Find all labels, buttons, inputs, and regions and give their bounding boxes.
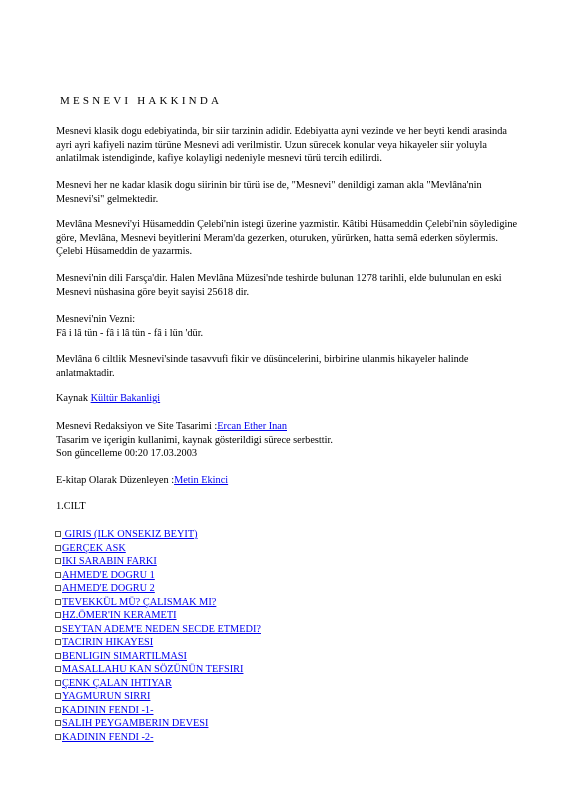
toc-link[interactable]: HZ.ÖMER'IN KERAMETI [62, 610, 177, 621]
bullet-icon [55, 626, 61, 632]
bullet-icon [55, 720, 61, 726]
source-label: Kaynak [56, 393, 89, 404]
toc-link[interactable]: GIRIS (ILK ONSEKIZ BEYIT) [62, 529, 198, 540]
vezin-text: Fâ i lâ tün - fâ i lâ tün - fâ i lün 'dür. [56, 327, 204, 339]
toc-item [55, 636, 261, 650]
toc-link[interactable]: BENLIGIN SIMARTILMASI [62, 650, 187, 662]
bullet-icon [55, 707, 61, 713]
rights-text: Tasarim ve içerigin kullanimi, kaynak gösterildigi sürece serbesttir. [56, 434, 333, 446]
bullet-icon [55, 545, 61, 551]
toc-link[interactable]: GERÇEK ASK [62, 542, 126, 554]
toc-link[interactable]: KADININ FENDI -2- [62, 731, 154, 743]
ebook-line [56, 474, 524, 488]
bullet-icon [55, 653, 61, 659]
volume-title: 1.CILT [56, 501, 86, 512]
bullet-icon [55, 612, 61, 618]
vezin-label: Mesnevi'nin Vezni: [56, 314, 136, 325]
source-link[interactable]: Kültür Bakanligi [90, 393, 161, 404]
toc-item [55, 555, 261, 569]
toc-item [55, 596, 261, 610]
toc-item [55, 528, 261, 542]
bullet-icon [55, 734, 61, 740]
toc-link[interactable]: SEYTAN ADEM'E NEDEN SECDE ETMEDI? [62, 623, 261, 635]
toc-link[interactable]: KADININ FENDI -1- [62, 704, 154, 716]
paragraph-content: Mevlâna 6 ciltlik Mesnevi'sinde tasavvufi fikir ve düsüncelerini, birbirine ulanmis hikayeler halinde anlatmaktadir. [56, 354, 469, 379]
toc-link[interactable]: TEVEKKÜL MÜ? ÇALISMAK MI? [62, 596, 217, 608]
toc-item [55, 569, 261, 583]
bullet-icon [55, 572, 61, 578]
credits-block [56, 420, 524, 461]
toc-item [55, 650, 261, 664]
toc-item [55, 704, 261, 718]
toc-item [55, 663, 261, 677]
ebook-editor-link[interactable]: Metin Ekinci [174, 475, 229, 486]
toc-item [55, 690, 261, 704]
bullet-icon [55, 666, 61, 672]
toc-item [55, 731, 261, 745]
bullet-icon [55, 599, 61, 605]
toc-item [55, 582, 261, 596]
paragraph-origin: Mevlâna Mesnevi'yi Hüsameddin Çelebi'nin istegi üzerine yazmistir. Kâtibi Hüsameddin Çelebi'nin söyledigine göre, Mevlâna, Mesnevi beyitlerini Meram'da gezerken, oturuken, yürürken, hatta semâ ederken söylermis. Çelebi Hüsameddin de yazarmis. [56, 219, 518, 257]
paragraph-intro: Mesnevi klasik dogu edebiyatinda, bir siir tarzinin adidir. Edebiyatta ayni vezinde ve her beyti kendi arasinda ayri ayri kafiyeli nazim türüne Mesnevi adi verilmistir. Uzun sürecek konular veya hikayeler siir yoluyla anlatilmak istendiginde, kafiye kolayligi nedeniyle mesnevi türü tercih edilirdi. [56, 126, 507, 164]
toc-link[interactable]: AHMED'E DOGRU 2 [62, 583, 155, 594]
toc-link[interactable]: AHMED'E DOGRU 1 [62, 569, 155, 581]
table-of-contents [55, 528, 261, 744]
bullet-icon [55, 693, 61, 699]
redaction-author-link[interactable]: Ercan Ether Inan [217, 421, 288, 432]
ebook-label: E-kitap Olarak Düzenleyen : [56, 475, 175, 486]
toc-link[interactable]: YAGMURUN SIRRI [62, 691, 151, 702]
toc-item [55, 677, 261, 691]
toc-item [55, 623, 261, 637]
source-line [56, 392, 524, 406]
last-updated: Son güncelleme 00:20 17.03.2003 [56, 448, 197, 459]
bullet-icon [55, 639, 61, 645]
paragraph-mesnevi-meaning: Mesnevi her ne kadar klasik dogu siirinin bir türü ise de, "Mesnevi" denildigi zaman akla "Mevlâna'nin Mesnevi'si" gelmektedir. [56, 180, 482, 205]
bullet-icon [55, 531, 61, 537]
toc-link[interactable]: ÇENK ÇALAN IHTIYAR [62, 677, 172, 689]
bullet-icon [55, 680, 61, 686]
vezin-block [56, 313, 524, 340]
redaction-label: Mesnevi Redaksiyon ve Site Tasarimi : [56, 421, 218, 432]
toc-link[interactable]: MASALLAHU KAN SÖZÜNÜN TEFSIRI [62, 664, 244, 675]
toc-item [55, 542, 261, 556]
bullet-icon [55, 558, 61, 564]
toc-item [55, 609, 261, 623]
paragraph-language: Mesnevi'nin dili Farsça'dir. Halen Mevlâna Müzesi'nde teshirde bulunan 1278 tarihli, elde bulunulan en eski Mesnevi nüshasina göre beyit sayisi 25618 dir. [56, 273, 502, 298]
toc-link[interactable]: TACIRIN HIKAYESI [62, 637, 154, 648]
bullet-icon [55, 585, 61, 591]
page-title: MESNEVI HAKKINDA [60, 95, 223, 107]
toc-item [55, 717, 261, 731]
toc-link[interactable]: SALIH PEYGAMBERIN DEVESI [62, 718, 209, 729]
toc-link[interactable]: IKI SARABIN FARKI [62, 556, 157, 567]
